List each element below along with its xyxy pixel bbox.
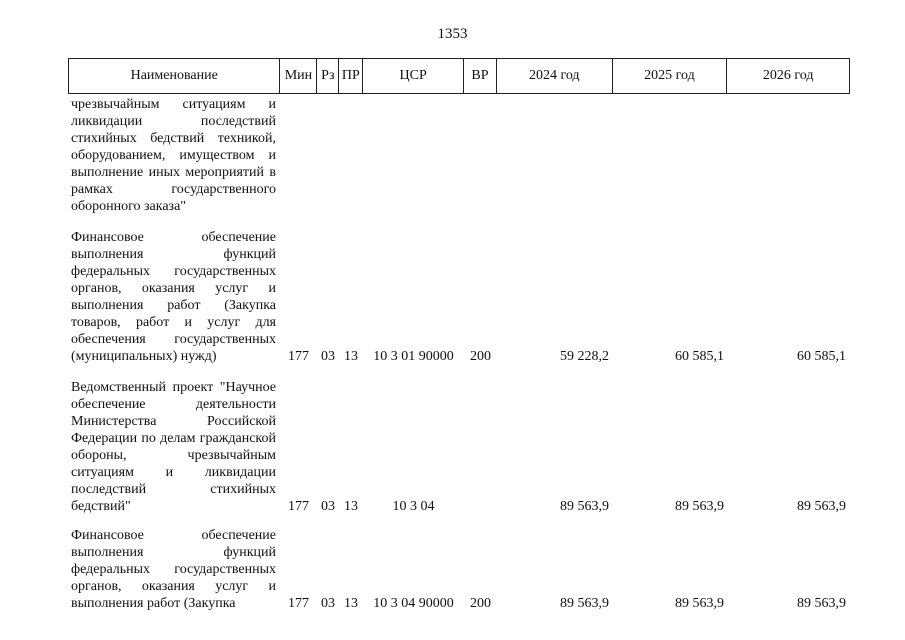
- row-rz: 03: [321, 349, 335, 364]
- table-row: [68, 379, 850, 515]
- row-min: 177: [288, 349, 309, 364]
- header-rz: Рз: [317, 59, 339, 93]
- row-min: 177: [288, 596, 309, 611]
- row-pr: 13: [344, 349, 358, 364]
- table-row: [68, 527, 850, 612]
- header-2026: 2026 год: [762, 68, 814, 83]
- table-row: [68, 229, 850, 365]
- header-min: Мин: [280, 59, 317, 93]
- row-2025: 60 585,1: [675, 349, 724, 364]
- row-csr: 10 3 04: [392, 499, 435, 514]
- row-2025: 89 563,9: [675, 499, 724, 514]
- row-csr: 10 3 01 90000: [373, 349, 454, 364]
- row-vr: 200: [470, 596, 491, 611]
- row-rz: 03: [321, 596, 335, 611]
- table-row: [68, 96, 850, 215]
- table-body: [68, 96, 850, 612]
- page-number: 1353: [437, 26, 468, 42]
- header-2025: 2025 год: [613, 59, 728, 93]
- header-pr: ПР: [339, 59, 363, 93]
- row-pr: 13: [344, 596, 358, 611]
- row-min: 177: [288, 499, 309, 514]
- row-2025: 89 563,9: [675, 596, 724, 611]
- row-name: Ведомственный проект "Научное обеспечение деятельности Министерства Российской Федерации по делам гражданской обороны, чрезвычайным ситуациям и ликвидации последствий стихийных бедствий": [71, 380, 276, 514]
- row-2024: 89 563,9: [560, 596, 609, 611]
- row-2026: 89 563,9: [797, 596, 846, 611]
- row-name: чрезвычайным ситуациям и ликвидации последствий стихийных бедствий техникой, оборудованием, имуществом и выполнение иных мероприятий в рамках государственного оборонного заказа": [71, 97, 276, 214]
- row-name: Финансовое обеспечение выполнения функций федеральных государственных органов, оказания услуг и выполнения работ (Закупка товаров, работ и услуг для обеспечения государственных (муниципальных) нужд): [71, 230, 276, 364]
- row-2024: 89 563,9: [560, 499, 609, 514]
- header-name: Наименование: [69, 59, 280, 93]
- row-rz: 03: [321, 499, 335, 514]
- table-header: [68, 58, 850, 94]
- header-csr: ЦСР: [363, 59, 464, 93]
- row-pr: 13: [344, 499, 358, 514]
- row-name: Финансовое обеспечение выполнения функций федеральных государственных органов, оказания услуг и выполнения работ (Закупка: [71, 528, 276, 611]
- row-2026: 89 563,9: [797, 499, 846, 514]
- row-2026: 60 585,1: [797, 349, 846, 364]
- header-vr: ВР: [464, 59, 497, 93]
- row-vr: 200: [470, 349, 491, 364]
- row-csr: 10 3 04 90000: [373, 596, 454, 611]
- header-2024: 2024 год: [497, 59, 613, 93]
- row-2024: 59 228,2: [560, 349, 609, 364]
